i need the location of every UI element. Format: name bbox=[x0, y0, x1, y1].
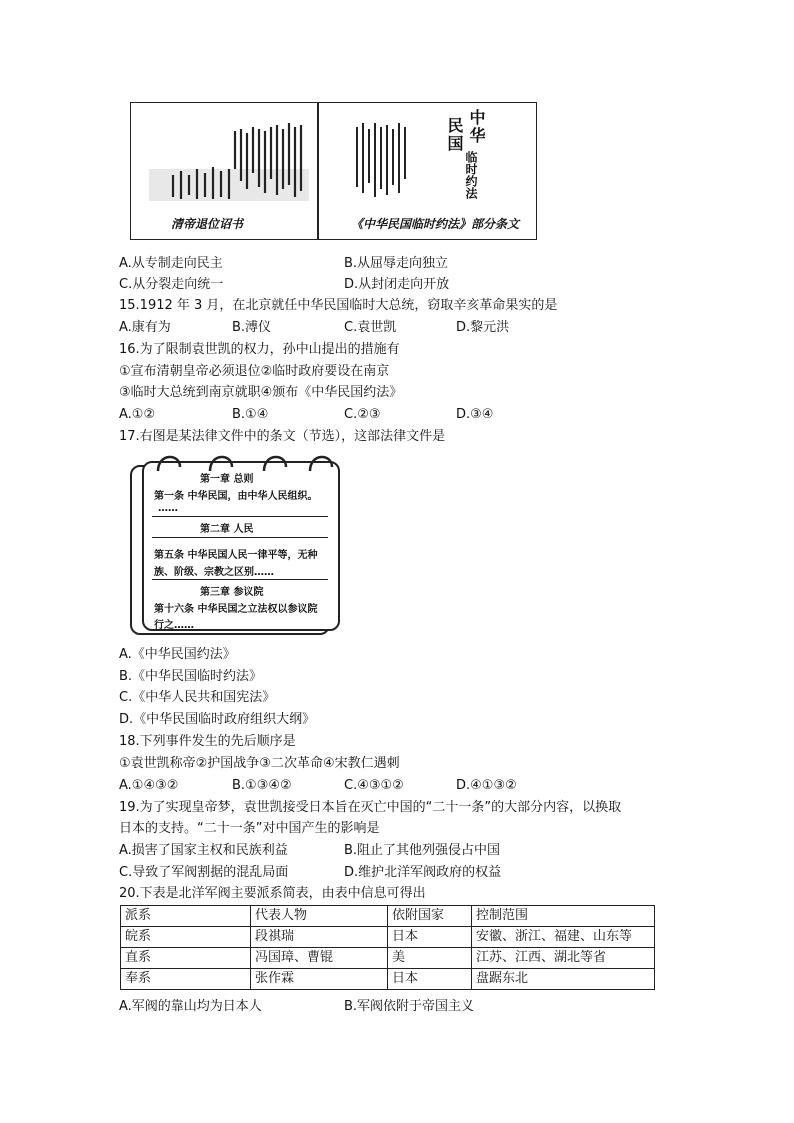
constitution-text-image bbox=[349, 113, 429, 203]
table-header-cell: 控制范围 bbox=[472, 906, 655, 927]
table-cell: 江苏、江西、湖北等省 bbox=[472, 948, 655, 969]
table-row bbox=[121, 948, 655, 969]
notebook-art16a: 第十六条 中华民国之立法权以参议院 bbox=[154, 604, 318, 615]
q19-stem-line2: 日本的支持。“二十一条”对中国产生的影响是 bbox=[119, 821, 380, 836]
q17-option-b: B.《中华民国临时约法》 bbox=[119, 669, 263, 684]
notebook-rule-1 bbox=[152, 516, 328, 517]
constitution-title-a: 中华 bbox=[467, 109, 486, 145]
q20-option-b: B.军阀依附于帝国主义 bbox=[344, 999, 475, 1014]
q15-option-b: B.溥仪 bbox=[232, 320, 272, 335]
notebook-rule-2 bbox=[152, 537, 328, 538]
q17-stem: 17.右图是某法律文件中的条文（节选），这部法律文件是 bbox=[119, 429, 446, 444]
q19-stem-line1: 19.为了实现皇帝梦，袁世凯接受日本旨在灭亡中国的“二十一条”的大部分内容，以换取 bbox=[119, 800, 622, 815]
q19-option-d: D.维护北洋军阀政府的权益 bbox=[344, 865, 502, 880]
table-row bbox=[121, 927, 655, 948]
notebook-dots1: …… bbox=[158, 503, 178, 514]
q14-option-c: C.从分裂走向统一 bbox=[119, 277, 224, 292]
q16-option-a: A.①② bbox=[119, 407, 156, 422]
q16-option-d: D.③④ bbox=[456, 407, 494, 422]
q16-line2: ③临时大总统到南京就职④颁布《中华民国约法》 bbox=[119, 385, 403, 400]
q19-option-b: B.阻止了其他列强侵占中国 bbox=[344, 843, 501, 858]
notebook-art5b: 族、阶级、宗教之区别…… bbox=[154, 567, 274, 578]
q14-option-d: D.从封闭走向开放 bbox=[344, 277, 450, 292]
table-header-cell: 派系 bbox=[121, 906, 251, 927]
q18-option-b: B.①③④② bbox=[232, 778, 292, 793]
q14-option-a: A.从专制走向民主 bbox=[119, 256, 223, 271]
q18-option-a: A.①④③② bbox=[119, 778, 179, 793]
table-cell: 直系 bbox=[121, 948, 251, 969]
abdication-edict-caption: 清帝退位诏书 bbox=[171, 217, 244, 231]
constitution-title-b: 民国 bbox=[445, 117, 464, 153]
q20-stem: 20.下表是北洋军阀主要派系简表，由表中信息可得出 bbox=[119, 886, 426, 901]
table-cell: 美 bbox=[388, 948, 472, 969]
q20-option-a: A.军阀的靠山均为日本人 bbox=[119, 999, 262, 1014]
q18-option-c: C.④③①② bbox=[344, 778, 404, 793]
table-header-cell: 依附国家 bbox=[388, 906, 472, 927]
notebook-ch2: 第二章 人民 bbox=[200, 524, 254, 535]
table-cell: 日本 bbox=[388, 927, 472, 948]
constitution-caption: 《中华民国临时约法》部分条文 bbox=[351, 217, 520, 231]
q16-option-c: C.②③ bbox=[344, 407, 381, 422]
notebook-art16b: 行之…… bbox=[154, 620, 194, 631]
table-header-cell: 代表人物 bbox=[251, 906, 388, 927]
q15-stem: 15.1912 年 3 月，在北京就任中华民国临时大总统，窃取辛亥革命果实的是 bbox=[119, 298, 558, 313]
q17-option-c: C.《中华人民共和国宪法》 bbox=[119, 690, 276, 705]
q18-line1: ①袁世凯称帝②护国战争③二次革命④宋教仁遇刺 bbox=[119, 756, 400, 771]
q18-stem: 18.下列事件发生的先后顺序是 bbox=[119, 734, 296, 749]
q15-option-a: A.康有为 bbox=[119, 320, 171, 335]
q19-option-a: A.损害了国家主权和民族利益 bbox=[119, 843, 288, 858]
q15-option-d: D.黎元洪 bbox=[456, 320, 510, 335]
notebook-ch1: 第一章 总则 bbox=[200, 474, 254, 485]
q17-option-d: D.《中华民国临时政府组织大纲》 bbox=[119, 712, 316, 727]
q16-line1: ①宣布清朝皇帝必须退位②临时政府要设在南京 bbox=[119, 364, 390, 379]
q14-option-b: B.从屈辱走向独立 bbox=[344, 256, 449, 271]
q16-option-b: B.①④ bbox=[232, 407, 269, 422]
table-row bbox=[121, 969, 655, 990]
table-cell: 冯国璋、曹锟 bbox=[251, 948, 388, 969]
table-cell: 张作霖 bbox=[251, 969, 388, 990]
q18-option-d: D.④①③② bbox=[456, 778, 517, 793]
q19-option-c: C.导致了军阀割据的混乱局面 bbox=[119, 865, 289, 880]
constitution-title-c: 临时约法 bbox=[464, 151, 478, 199]
figure-documents bbox=[130, 102, 537, 240]
table-cell: 段祺瑞 bbox=[251, 927, 388, 948]
notebook-ch3: 第三章 参议院 bbox=[200, 587, 264, 598]
notebook-art1: 第一条 中华民国，由中华人民组织。 bbox=[154, 491, 318, 502]
table-cell: 安徽、浙江、福建、山东等 bbox=[472, 927, 655, 948]
figure-divider bbox=[317, 103, 319, 239]
table-header-row bbox=[121, 906, 655, 927]
notebook-art5a: 第五条 中华民国人民一律平等，无种 bbox=[154, 550, 318, 561]
abdication-edict-image bbox=[139, 109, 311, 207]
table-cell: 日本 bbox=[388, 969, 472, 990]
q17-option-a: A.《中华民国约法》 bbox=[119, 647, 236, 662]
warlord-table bbox=[120, 905, 655, 990]
table-cell: 皖系 bbox=[121, 927, 251, 948]
notebook-rule-3 bbox=[152, 579, 328, 580]
q15-option-c: C.袁世凯 bbox=[344, 320, 397, 335]
table-cell: 奉系 bbox=[121, 969, 251, 990]
table-cell: 盘踞东北 bbox=[472, 969, 655, 990]
q16-stem: 16.为了限制袁世凯的权力，孙中山提出的措施有 bbox=[119, 342, 400, 357]
